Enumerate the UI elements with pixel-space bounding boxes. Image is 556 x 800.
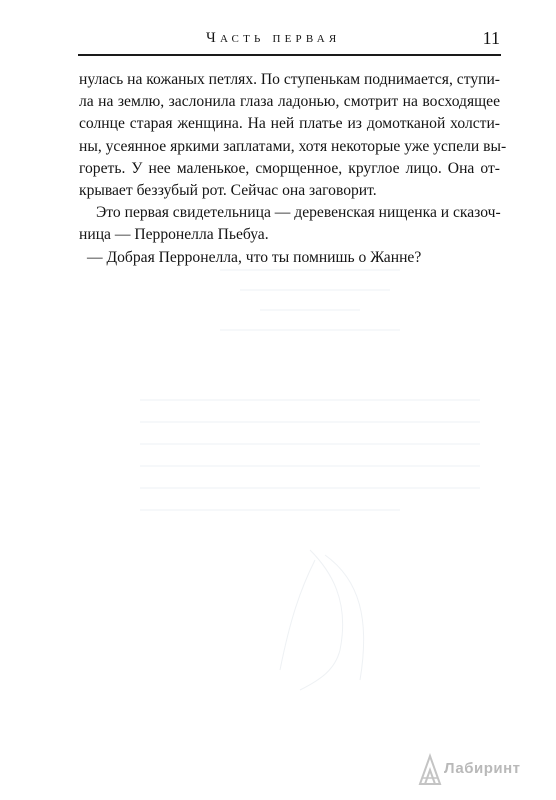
- watermark-text: Лабиринт: [444, 760, 521, 777]
- labyrinth-logo-icon: [418, 752, 442, 791]
- text-line: Это первая свидетельница — деревенская нищенка и сказоч-: [96, 204, 501, 222]
- text-line: солнце старая женщина. На ней платье из домотканой холсти-: [79, 115, 500, 133]
- running-head: [78, 22, 500, 52]
- dialogue-line: — Добрая Перронелла, что ты помнишь о Жанне?: [87, 248, 422, 266]
- text-line: нулась на кожаных петлях. По ступенькам поднимается, ступи-: [79, 71, 500, 88]
- text-line: ла на землю, заслонила глаза ладонью, смотрит на восходящее: [79, 93, 500, 111]
- text-line: крывает беззубый рот. Сейчас она заговорит.: [79, 181, 377, 199]
- text-line: гореть. У нее маленькое, сморщенное, круглое лицо. Она от-: [79, 159, 500, 177]
- text-line: ница — Перронелла Пьебуа.: [79, 226, 269, 244]
- running-title: Часть первая: [206, 30, 341, 46]
- body-text: [79, 69, 507, 269]
- watermark: [418, 750, 538, 790]
- show-through-decoration: [100, 250, 500, 700]
- bleed-through-illustration: [100, 250, 500, 700]
- page-number: 11: [482, 28, 500, 48]
- header-rule: [78, 54, 501, 56]
- text-line: ны, усеянное яркими заплатами, хотя некоторые уже успели вы-: [79, 137, 507, 155]
